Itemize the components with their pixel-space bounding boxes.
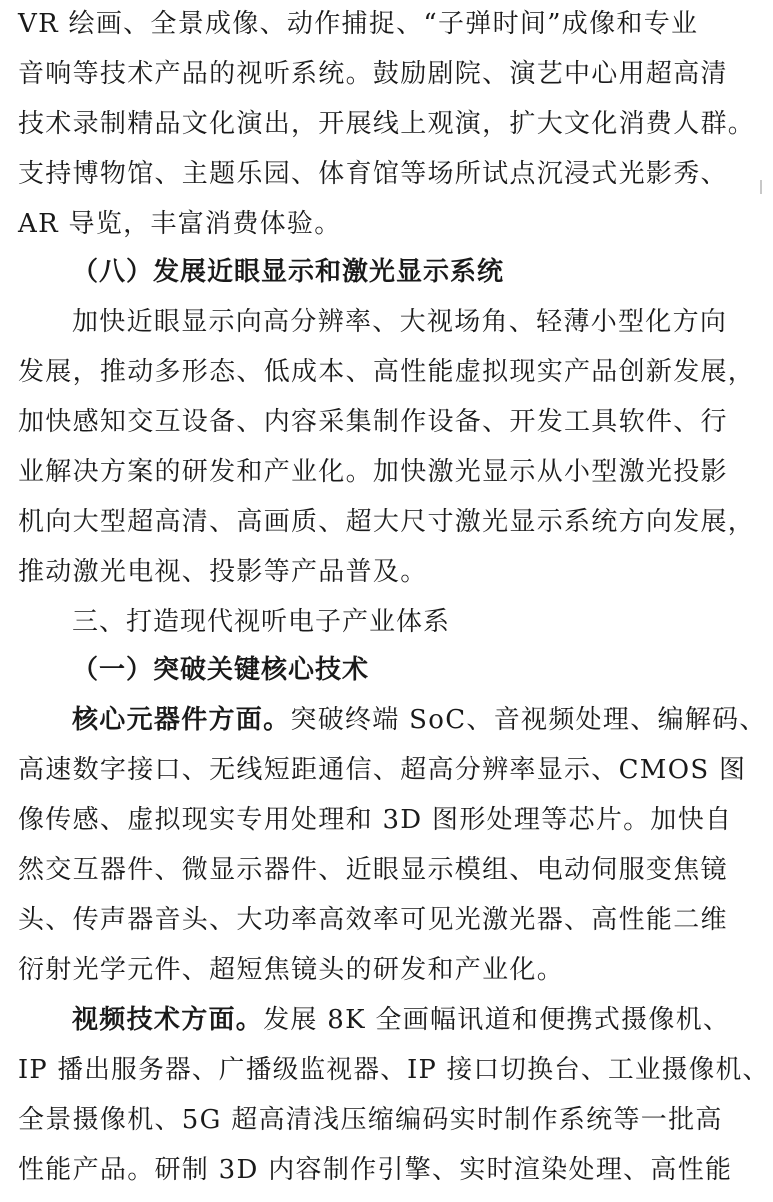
paragraph-start (72, 696, 767, 744)
text-line: 像传感、虚拟现实专用处理和 3D 图形处理等芯片。加快自 (18, 805, 733, 835)
text-line: 机向大型超高清、高画质、超大尺寸激光显示系统方向发展， (18, 507, 756, 537)
text-run: 发展 8K 全画幅讯道和便携式摄像机、 (263, 1005, 731, 1035)
text-line: 技术录制精品文化演出，开展线上观演，扩大文化消费人群。 (18, 109, 756, 139)
chapter-heading-3: 三、打造现代视听电子产业体系 (72, 607, 451, 637)
text-line: 高速数字接口、无线短距通信、超高分辨率显示、CMOS 图 (18, 755, 747, 785)
text-line: 加快感知交互设备、内容采集制作设备、开发工具软件、行 (18, 407, 728, 437)
section-heading-8: （八）发展近眼显示和激光显示系统 (72, 257, 505, 287)
text-line: 头、传声器音头、大功率高效率可见光激光器、高性能二维 (18, 905, 728, 935)
paragraph-start (72, 996, 730, 1044)
lead-phrase: 核心元器件方面。 (72, 705, 291, 735)
text-line: AR 导览，丰富消费体验。 (18, 209, 342, 239)
paragraph-start: 加快近眼显示向高分辨率、大视场角、轻薄小型化方向 (72, 307, 728, 337)
text-run: 突破终端 SoC、音视频处理、编解码、 (290, 705, 767, 735)
text-line: IP 播出服务器、广播级监视器、IP 接口切换台、工业摄像机、 (18, 1055, 770, 1085)
text-line: 全景摄像机、5G 超高清浅压缩编码实时制作系统等一批高 (18, 1105, 723, 1135)
lead-phrase: 视频技术方面。 (72, 1005, 264, 1035)
scan-artifact (760, 180, 762, 194)
text-line: 音响等技术产品的视听系统。鼓励剧院、演艺中心用超高清 (18, 59, 728, 89)
text-line: 业解决方案的研发和产业化。加快激光显示从小型激光投影 (18, 457, 728, 487)
text-line: 支持博物馆、主题乐园、体育馆等场所试点沉浸式光影秀、 (18, 159, 728, 189)
section-heading-1: （一）突破关键核心技术 (72, 655, 370, 685)
text-line: 然交互器件、微显示器件、近眼显示模组、电动伺服变焦镜 (18, 855, 728, 885)
text-line: VR 绘画、全景成像、动作捕捉、“子弹时间”成像和专业 (18, 9, 699, 39)
text-line: 性能产品。研制 3D 内容制作引擎、实时渲染处理、高性能 (18, 1155, 733, 1185)
text-line: 发展，推动多形态、低成本、高性能虚拟现实产品创新发展， (18, 357, 756, 387)
text-line: 衍射光学元件、超短焦镜头的研发和产业化。 (18, 955, 565, 985)
text-line: 推动激光电视、投影等产品普及。 (18, 557, 428, 587)
